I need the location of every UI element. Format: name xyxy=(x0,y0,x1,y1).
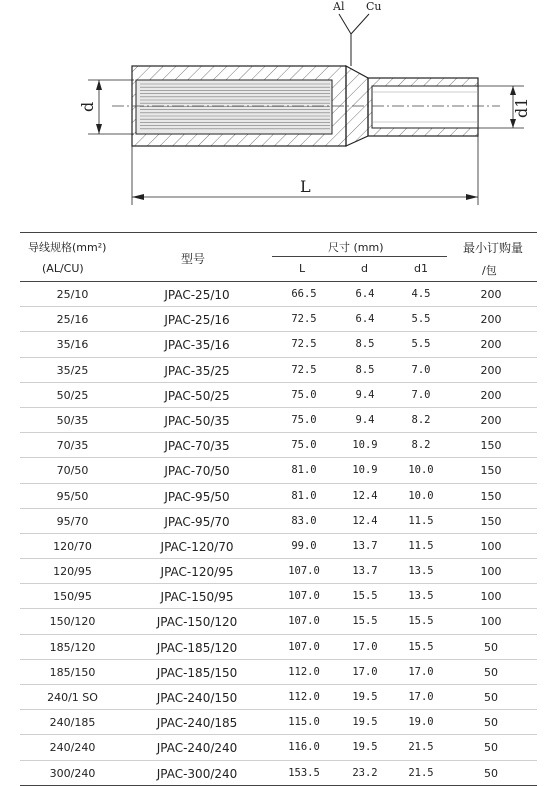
quantity-cell: 150 xyxy=(480,489,502,503)
spec-cell: 240/1 SO xyxy=(47,691,98,704)
table-row xyxy=(20,685,537,710)
length-cell: 66.5 xyxy=(291,288,317,300)
spec-cell: 185/120 xyxy=(49,640,96,654)
spec-cell: 150/95 xyxy=(53,590,92,604)
d1-cell: 17.0 xyxy=(408,665,434,678)
spec-cell: 70/35 xyxy=(56,439,89,453)
model-cell: JPAC-240/150 xyxy=(156,691,238,705)
length-cell: 75.0 xyxy=(291,413,317,426)
d-cell: 15.5 xyxy=(352,590,378,603)
spec-cell: 35/16 xyxy=(56,338,89,352)
table-row xyxy=(20,761,537,786)
d-cell: 6.4 xyxy=(355,313,375,326)
table-body xyxy=(20,282,537,786)
length-cell: 81.0 xyxy=(291,489,317,502)
al-label: Al xyxy=(333,0,345,13)
d-cell: 10.9 xyxy=(352,464,378,477)
moq-header-line2: /包 xyxy=(482,264,497,277)
spec-header-line1: 导线规格(mm²) xyxy=(28,241,107,254)
model-cell: JPAC-150/95 xyxy=(160,590,234,605)
d1-cell: 11.5 xyxy=(408,539,434,552)
d1-cell: 7.0 xyxy=(411,388,431,401)
d1-cell: 4.5 xyxy=(411,288,431,300)
d-cell: 19.5 xyxy=(352,716,378,729)
size-L-header: L xyxy=(299,262,306,275)
d1-cell: 5.5 xyxy=(411,313,431,326)
table-row xyxy=(20,710,537,735)
d-cell: 19.5 xyxy=(352,691,378,703)
d1-cell: 7.0 xyxy=(411,363,431,376)
length-cell: 107.0 xyxy=(288,590,320,603)
spec-cell: 50/35 xyxy=(56,413,89,427)
length-cell: 107.0 xyxy=(288,565,320,578)
connector-drawing xyxy=(0,0,557,215)
table-row xyxy=(20,307,537,332)
length-cell: 107.0 xyxy=(288,640,320,653)
table-row xyxy=(20,660,537,685)
d-cell: 9.4 xyxy=(355,413,375,426)
table-row xyxy=(20,559,537,584)
spec-cell: 25/16 xyxy=(56,313,89,327)
d-cell: 6.4 xyxy=(355,288,375,300)
length-cell: 81.0 xyxy=(291,464,317,477)
table-row xyxy=(20,408,537,433)
d-cell: 19.5 xyxy=(352,741,378,754)
L-label: L xyxy=(300,177,311,196)
d1-cell: 13.5 xyxy=(408,565,434,578)
d1-cell: 10.0 xyxy=(408,489,434,502)
dimension-d xyxy=(78,80,134,134)
quantity-cell: 100 xyxy=(480,615,502,629)
d-cell: 8.5 xyxy=(355,363,375,376)
size-d1-header: d1 xyxy=(414,262,428,275)
length-cell: 107.0 xyxy=(288,615,320,628)
spec-cell: 120/70 xyxy=(53,539,92,553)
table-row xyxy=(20,433,537,458)
table-row xyxy=(20,282,537,307)
spec-header-line2: (AL/CU) xyxy=(42,262,84,275)
dimension-d1 xyxy=(478,86,531,128)
model-cell: JPAC-120/95 xyxy=(160,565,234,580)
spec-cell: 95/50 xyxy=(56,489,89,503)
spec-cell: 300/240 xyxy=(49,766,96,780)
quantity-cell: 150 xyxy=(480,439,502,453)
quantity-cell: 200 xyxy=(480,413,502,427)
model-cell: JPAC-240/185 xyxy=(156,716,238,731)
quantity-cell: 200 xyxy=(480,363,502,377)
spec-cell: 95/70 xyxy=(56,514,89,528)
model-cell: JPAC-35/16 xyxy=(164,338,230,353)
length-cell: 112.0 xyxy=(288,691,320,703)
spec-table xyxy=(20,232,537,786)
model-cell: JPAC-70/35 xyxy=(164,439,230,454)
d-cell: 9.4 xyxy=(355,388,375,401)
quantity-cell: 50 xyxy=(484,691,498,704)
table-row xyxy=(20,484,537,509)
quantity-cell: 50 xyxy=(484,716,498,730)
d-cell: 12.4 xyxy=(352,514,378,527)
length-cell: 112.0 xyxy=(288,665,320,678)
d1-cell: 5.5 xyxy=(411,338,431,351)
quantity-cell: 100 xyxy=(480,565,502,579)
length-cell: 99.0 xyxy=(291,539,317,552)
model-header: 型号 xyxy=(181,252,206,266)
quantity-cell: 50 xyxy=(484,766,498,780)
quantity-cell: 200 xyxy=(480,288,502,301)
d-cell: 15.5 xyxy=(352,615,378,628)
cu-label: Cu xyxy=(366,0,382,13)
quantity-cell: 150 xyxy=(480,514,502,528)
length-cell: 72.5 xyxy=(291,363,317,376)
d-cell: 10.9 xyxy=(352,439,378,452)
quantity-cell: 150 xyxy=(480,464,502,478)
table-row xyxy=(20,534,537,559)
size-group-header: 尺寸 (mm) xyxy=(328,241,384,254)
d1-cell: 11.5 xyxy=(408,514,434,527)
quantity-cell: 50 xyxy=(484,640,498,654)
d1-cell: 17.0 xyxy=(408,691,434,703)
table-row xyxy=(20,383,537,408)
table-row xyxy=(20,609,537,634)
spec-cell: 25/10 xyxy=(56,288,89,301)
table-row xyxy=(20,635,537,660)
model-cell: JPAC-95/70 xyxy=(164,514,230,529)
d1-cell: 15.5 xyxy=(408,640,434,653)
table-row xyxy=(20,458,537,483)
quantity-cell: 200 xyxy=(480,388,502,402)
model-cell: JPAC-185/150 xyxy=(156,665,238,680)
d-cell: 17.0 xyxy=(352,665,378,678)
quantity-cell: 100 xyxy=(480,539,502,553)
size-d-header: d xyxy=(361,262,368,275)
d1-cell: 13.5 xyxy=(408,590,434,603)
d1-cell: 21.5 xyxy=(408,766,434,779)
model-cell: JPAC-25/10 xyxy=(164,288,230,302)
table-row xyxy=(20,509,537,534)
table-row xyxy=(20,332,537,357)
model-cell: JPAC-185/120 xyxy=(156,640,238,655)
table-row xyxy=(20,584,537,609)
spec-cell: 150/120 xyxy=(49,615,96,629)
length-cell: 75.0 xyxy=(291,388,317,401)
spec-cell: 185/150 xyxy=(49,665,96,679)
spec-cell: 50/25 xyxy=(56,388,89,402)
d-cell: 17.0 xyxy=(352,640,378,653)
spec-cell: 240/185 xyxy=(49,716,96,730)
length-cell: 153.5 xyxy=(288,766,320,779)
length-cell: 72.5 xyxy=(291,338,317,351)
moq-header-line1: 最小订购量 xyxy=(463,241,524,255)
length-cell: 75.0 xyxy=(291,439,317,452)
spec-cell: 120/95 xyxy=(53,565,92,579)
table-row xyxy=(20,735,537,760)
model-cell: JPAC-95/50 xyxy=(164,489,230,504)
length-cell: 72.5 xyxy=(291,313,317,326)
spec-cell: 70/50 xyxy=(56,464,89,478)
model-cell: JPAC-70/50 xyxy=(164,464,230,479)
quantity-cell: 50 xyxy=(484,741,498,755)
d-label: d xyxy=(78,101,97,112)
d1-cell: 15.5 xyxy=(408,615,434,628)
table-header xyxy=(20,232,537,282)
table-row xyxy=(20,358,537,383)
d-cell: 13.7 xyxy=(352,539,378,552)
length-cell: 115.0 xyxy=(288,716,320,729)
d1-label: d1 xyxy=(512,97,531,118)
quantity-cell: 50 xyxy=(484,665,498,679)
quantity-cell: 200 xyxy=(480,313,502,327)
spec-cell: 240/240 xyxy=(49,741,96,755)
d1-cell: 8.2 xyxy=(411,439,431,452)
d-cell: 13.7 xyxy=(352,565,378,578)
d-cell: 23.2 xyxy=(352,766,378,779)
d1-cell: 10.0 xyxy=(408,464,434,477)
length-cell: 83.0 xyxy=(291,514,317,527)
model-cell: JPAC-120/70 xyxy=(160,539,234,554)
model-cell: JPAC-300/240 xyxy=(156,766,238,781)
d1-cell: 8.2 xyxy=(411,413,431,426)
model-cell: JPAC-150/120 xyxy=(156,615,238,630)
quantity-cell: 100 xyxy=(480,590,502,604)
d-cell: 12.4 xyxy=(352,489,378,502)
length-cell: 116.0 xyxy=(288,741,320,754)
d1-cell: 21.5 xyxy=(408,741,434,754)
size-subheader-rule xyxy=(272,256,447,257)
d-cell: 8.5 xyxy=(355,338,375,351)
quantity-cell: 200 xyxy=(480,338,502,352)
spec-cell: 35/25 xyxy=(56,363,89,377)
model-cell: JPAC-50/35 xyxy=(164,413,230,428)
d1-cell: 19.0 xyxy=(408,716,434,729)
model-cell: JPAC-25/16 xyxy=(164,313,230,328)
model-cell: JPAC-240/240 xyxy=(156,741,238,756)
model-cell: JPAC-50/25 xyxy=(164,388,230,403)
model-cell: JPAC-35/25 xyxy=(164,363,230,378)
